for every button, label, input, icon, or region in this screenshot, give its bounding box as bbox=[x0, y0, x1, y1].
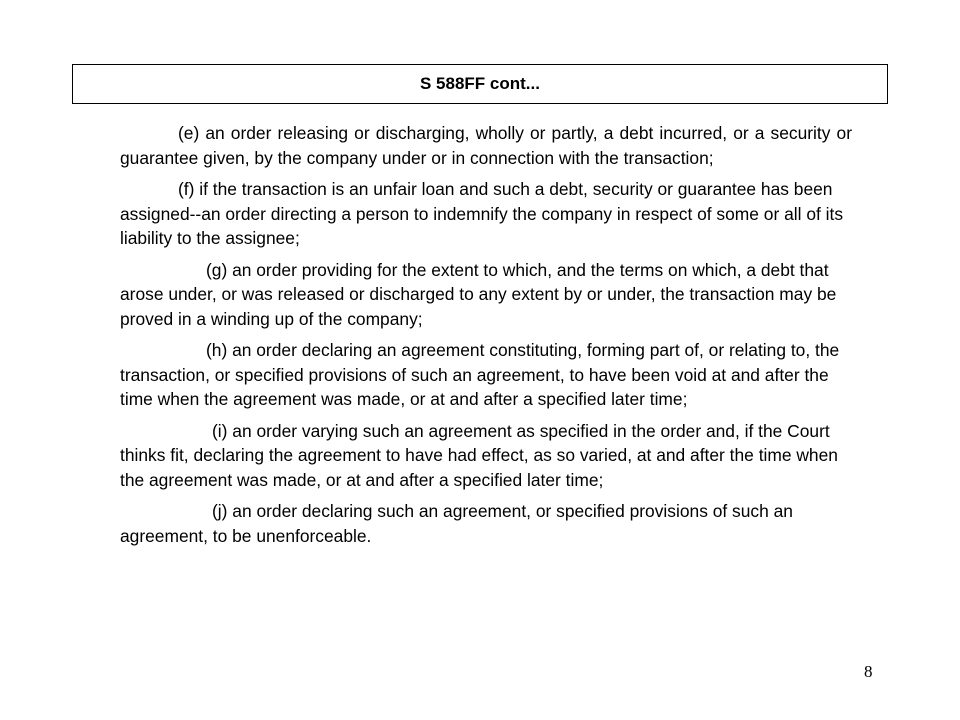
paragraph-e: (e) an order releasing or discharging, wholly or partly, a debt incurred, or a security or guarantee given, by the company under or in connection with the transaction; bbox=[120, 123, 852, 168]
title-box bbox=[72, 64, 888, 104]
paragraph-g: (g) an order providing for the extent to which, and the terms on which, a debt that arose under, or was released or discharged to any extent by or under, the transaction may be proved in a winding up of the company; bbox=[120, 259, 837, 329]
slide-title: S 588FF cont... bbox=[420, 74, 540, 93]
page-number: 8 bbox=[864, 662, 873, 681]
paragraph-i: (i) an order varying such an agreement as specified in the order and, if the Court thinks fit, declaring the agreement to have had effect, as so varied, at and after the time when the agreement was made, or at and after a specified later time; bbox=[120, 420, 838, 490]
paragraph-h: (h) an order declaring an agreement constituting, forming part of, or relating to, the transaction, or specified provisions of such an agreement, to have been void at and after the time when the agreement was made, or at and after a specified later time; bbox=[120, 340, 840, 409]
slide-content bbox=[120, 121, 852, 555]
paragraph-f: (f) if the transaction is an unfair loan and such a debt, security or guarantee has been assigned--an order directing a person to indemnify the company in respect of some or all of its liability to the assignee; bbox=[120, 179, 844, 248]
paragraph-j: (j) an order declaring such an agreement, or specified provisions of such an agreement, to be unenforceable. bbox=[120, 501, 793, 546]
